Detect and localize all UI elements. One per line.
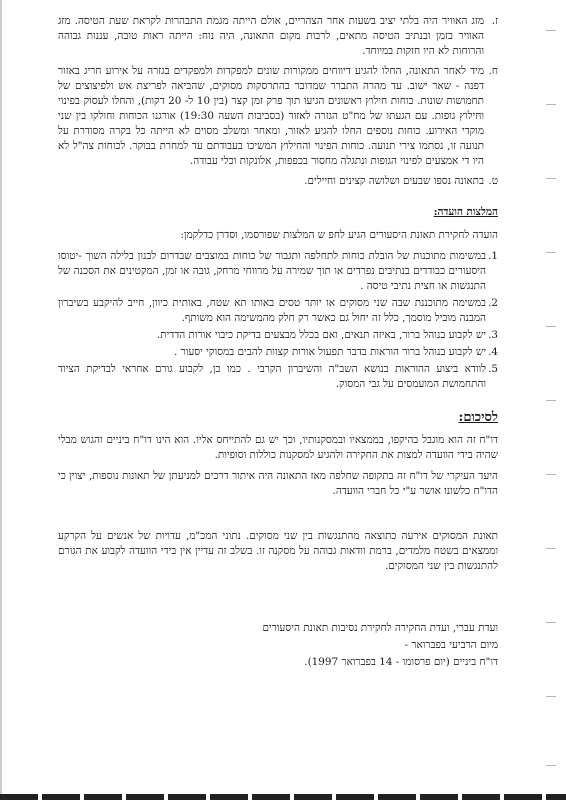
summary-paragraph: תאונת המסוקים אירעה כתוצאה מהתנגשות בין שני מסוקים. נתוני המכ"מ, עדויות של אנשים על הקרקע וממצאים בשטח מלמדים, ברמת וודאות גבוהה על מסקנה זו. בשלב זה עדיין אין בידי הוועדה לקבוע את הגורם להתנגשות בין שני המסוקים. [58, 530, 498, 572]
signature-line: מיום הרביעי בפברואר - [404, 639, 498, 651]
tick-mark [546, 400, 556, 401]
recommendation-item [58, 296, 498, 326]
recommendation-text: יש לקבוע בנוהל ברור הוראות בדבר תפעול אורות קצוות להבים במסוקי יסעור . [173, 346, 486, 358]
summary-paragraph: היעד העיקרי של דו"ח זה בתקופה שחלפה מאז התאונה היה איתור דרכים למניעתן של תאונות נוספות, יצוין כי הדו"ח כלשונו אושר ע"י כל חברי הוועדה. [58, 470, 498, 497]
item-marker: ח. [488, 65, 498, 77]
recommendation-item [58, 362, 498, 392]
tick-mark [546, 548, 556, 549]
recommendation-text: במשימות מתוכנות של הובלת כוחות לתחלפה ותגבור של כוחות במוצבים שבדרום לבנון בלילה השוך -יטוסו היסעורים כבודדים בנתיבים נפרדים או תוך שמירה על מרווחי מרחק, גובה או זמן, המקטינים את הסכנה של התנגשות או חצית נתיבי טיסה . [58, 250, 486, 292]
tick-mark [546, 765, 556, 766]
item-text: מזג האוויר היה בלתי יציב בשעות אחר הצהריים, אולם הייתה מגמת התבהרות לקראת שעת הטיסה. מזג האוויר בזמן ובנתיב הטיסה מתאים, לרבות מקום התאונה, היה נוח: הייתה ראות טובה, עננות גבוהה והרוחות לא היו חזקות במיוחד. [58, 15, 484, 57]
item-text: מיד לאחר התאונה, החלו להגיע דיווחים ממקורות שונים למפקדות ולמפקדים בגזרה על אירוע חריג באזור דפנה - שאר ישוב. עד מהרה התברר שמדובר בהתרסקות מסוקים, שהביאה לפריצת אש ולפיצוצים של תחמושות שונות. כוחות חילוץ ראשונים הגיעו תוך פרק זמן קצר (בין 10 ל- 20 דקות), והחלו לעסוק בפינוי וחילוץ גופות. עם הגעתו של מח"ט הגזרה לאזור (בסביבות השעה 19:30) אורגנו הכוחות וחולקו בין שני מוקדי האירוע. כוחות נוספים החלו להגיע לאזור, ומאחר ומשלב מסוים לא הייתה כל בקרה מסודרת על תנועה זו, נסתמו צירי תנועה. כוחות הפינוי והחילוץ המשיכו בעבודתם עד למחרת בבוקר. לכוחות צה"ל לא היו די אמצעים לפינוי הגופות ונתגלה מחסור בכפפות, אלונקות וכלי עבודה. [58, 65, 485, 167]
scan-bottom-border [0, 794, 566, 800]
recommendation-text: במשימה מתוכננת שבה שני מסוקים או יותר טסים באותו תא שטח, באותית כיוון, חייב להיקבע בשיברון המבנה מוביל מוסמך, כלל זה יחול גם כאשר רק חלק מהמשימה הוא משותף. [58, 297, 486, 324]
signature-block [58, 620, 498, 671]
recommendation-number: 3. [488, 329, 498, 341]
item-marker: ז. [491, 15, 498, 27]
signature-line: ועדת עברי, ועדת החקירה לחקירת נסיבות תאונת היסעורים [262, 622, 498, 634]
tick-mark [546, 252, 556, 253]
signature-line: דו"ח ביניים (יום פרסומו - 14 בפברואר 1997). [304, 656, 498, 668]
summary-paragraph: דו"ח זה הוא מוגבל בהיקפו, בממצאיו ובמסקנותיו, וכך יש גם להתייחס אליו. הוא הינו דו"ח ביניים והגוש מבלי שהיה בידי הוועדה למצות את החקירה ולהגיע למסקנות כוללות וסופיות. [58, 434, 498, 461]
recommendations-heading: המלצות הועדה: [433, 206, 498, 218]
recommendation-number: 4. [488, 346, 498, 358]
tick-mark [546, 474, 556, 475]
spacer [58, 505, 498, 529]
tick-mark [546, 104, 556, 105]
list-item-zayin [58, 14, 498, 59]
recommendation-item [58, 249, 498, 294]
recommendation-number: 1. [488, 250, 498, 262]
item-marker: ט. [488, 175, 498, 187]
recommendation-item [58, 345, 498, 360]
summary-heading: לסיכום: [458, 410, 498, 425]
tick-mark [546, 696, 556, 697]
tick-mark [546, 622, 556, 623]
recommendation-item [58, 328, 498, 343]
item-text: בתאונה נספו שבעים ושלושה קצינים וחיילים. [304, 175, 484, 187]
recommendation-text: יש לקבוע בנוהל ברור, באיזה תנאים, ואם בכלל מבצעים בדיקת כיבוי אורות הדדית. [156, 329, 486, 341]
tick-mark [546, 178, 556, 179]
margin-tick-marks [544, 30, 556, 770]
tick-mark [546, 326, 556, 327]
scan-edge [0, 0, 2, 800]
recommendation-number: 5. [488, 363, 498, 375]
tick-mark [546, 30, 556, 31]
recommendations-intro: הועדה לחקירת תאונת היסעורים הגיע לחפ ש המלצות שפורסמו, וסדרן כדלקמן: [180, 229, 498, 241]
recommendation-text: לוודא ביצוע ההוראות בנושא השב"ה והשיברון הקרבי . כמו כן, לקבוע גורם אחראי לבדיקת הציוד והתחמושת המועמסים על גבי המסוק. [58, 363, 486, 390]
document-content [58, 14, 498, 671]
list-item-tet [58, 174, 498, 189]
list-item-het [58, 64, 498, 169]
recommendation-number: 2. [488, 297, 498, 309]
